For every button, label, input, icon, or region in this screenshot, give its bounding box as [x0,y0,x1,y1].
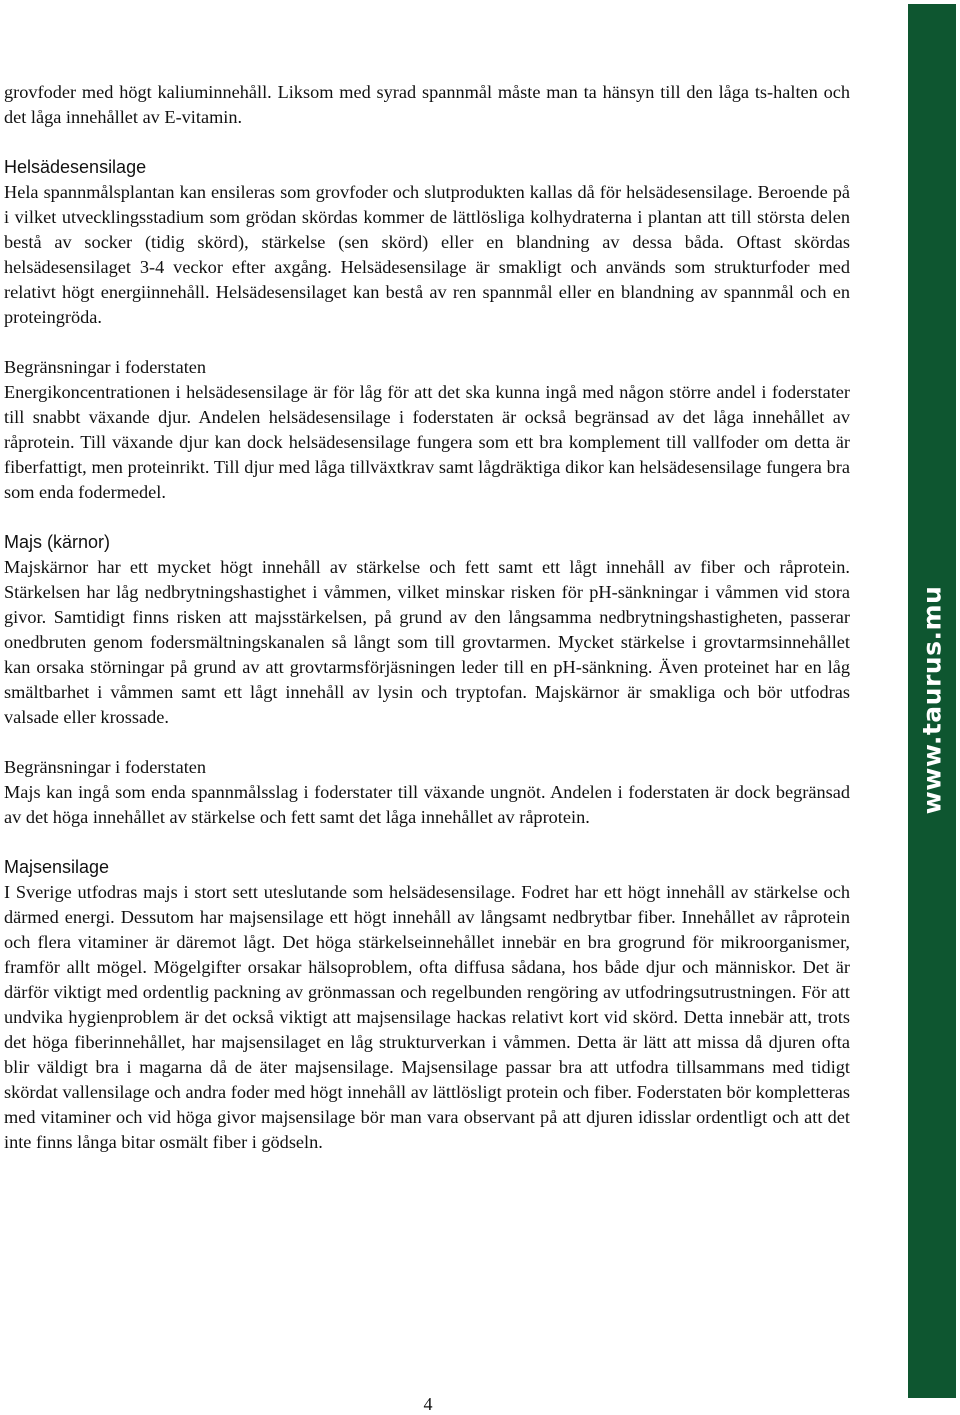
paragraph-begransningar-2: Majs kan ingå som enda spannmålsslag i foderstater till växande ungnöt. Andelen i foderstaten är dock begränsad av det höga innehållet av stärkelse och fett samt det låga innehållet av råprotein. [4,782,850,827]
spacer [4,130,850,155]
website-url-text: www.taurus.mu [917,585,947,815]
paragraph-begransningar-1: Energikoncentrationen i helsädesensilage är för låg för att det ska kunna ingå med någon större andel i foderstater till snabbt växande djur. Andelen helsädesensilage i foderstaten är också begränsad av det låga innehållet av råprotein. Till växande djur kan dock helsädesensilage fungera som ett bra komplement till vallfoder om detta är fiberfattigt, men proteinrikt. Till djur med låga tillväxtkrav samt lågdräktiga dikor kan helsädesensilage fungera bra som enda fodermedel. [4,382,850,502]
paragraph-helsadesensilage: Hela spannmålsplantan kan ensileras som grovfoder och slutprodukten kallas då för helsädesensilage. Beroende på i vilket utvecklingsstadium som grödan skördas kommer de lättlösliga kolhydraterna i plantan att till största delen bestå av socker (tidig skörd), stärkelse (sen skörd) eller en blandning av dessa båda. Oftast skördas helsädesensilaget 3-4 veckor efter axgång. Helsädesensilage är smakligt och används som strukturfoder med relativt högt energiinnehåll. Helsädesensilaget kan bestå av ren spannmål eller en blandning av spannmål och en proteingröda. [4,182,850,327]
heading-helsadesensilage: Helsädesensilage [4,157,147,177]
side-banner [908,4,956,1398]
spacer [4,730,850,755]
intro-paragraph: grovfoder med högt kaliuminnehåll. Liksom med syrad spannmål måste man ta hänsyn till den låga ts-halten och det låga innehållet av E-vitamin. [4,82,850,127]
spacer [4,505,850,530]
paragraph-majsensilage: I Sverige utfodras majs i stort sett uteslutande som helsädesensilage. Fodret har ett högt innehåll av stärkelse och därmed energi. Dessutom har majsensilage ett högt innehåll av långsamt nedbrytbar fiber. Innehållet av råprotein och flera vitaminer är däremot lågt. Det höga stärkelseinnehållet innebär en bra grogrund för mikroorganismer, framför allt mögel. Mögelgifter orsakar hälsoproblem, ofta diffusa sådana, hos både djur och människor. Det är därför viktigt med ordentlig packning av grönmassan och regelbunden rengöring av utfodringsutrustningen. För att undvika hygienproblem är det också viktigt att majsensilage hackas relativt kort vid skörd. Detta innebär att, trots det höga fiberinnehållet, har majsensilaget en låg strukturverkan i våmmen. Detta är lätt att missa då djuren ofta blir väldigt bra i magarna då de äter majsensilage. Majsensilage passar bra att utfodra tillsammans med tidigt skördat vallensilage och andra foder med högt innehåll av lättlösligt protein och fiber. Foderstaten bör kompletteras med vitaminer och vid höga givor majsensilage bör man vara observant på att djuren idisslar ordentligt och att det inte finns långa bitar osmält fiber i gödseln. [4,882,850,1152]
paragraph-majs-karnor: Majskärnor har ett mycket högt innehåll av stärkelse och fett samt ett lågt innehåll av fiber och råprotein. Stärkelsen har låg nedbrytningshastighet i våmmen, vilket minskar risken för pH-sänkningar i våmmen vid stora givor. Samtidigt finns risken att majsstärkelsen, på grund av den långsamma nedbrytningshastigheten, passerar onedbruten genom fodersmältningskanalen så långt som till grovtarmen. Mycket stärkelse i grovtarmsinnehållet kan orsaka störningar på grund av att grovtarmsförjäsningen leder till en pH-sänkning. Även proteinet har en låg smältbarhet i våmmen samt ett lågt innehåll av lysin och tryptofan. Majskärnor är smakliga och bör utfodras valsade eller krossade. [4,557,850,727]
document-body [4,80,850,1155]
heading-begransningar-2: Begränsningar i foderstaten [4,757,207,777]
spacer [4,830,850,855]
spacer [4,330,850,355]
page-number: 4 [423,1394,433,1414]
heading-begransningar-1: Begränsningar i foderstaten [4,357,207,377]
heading-majs-karnor: Majs (kärnor) [4,532,111,552]
heading-majsensilage: Majsensilage [4,857,110,877]
